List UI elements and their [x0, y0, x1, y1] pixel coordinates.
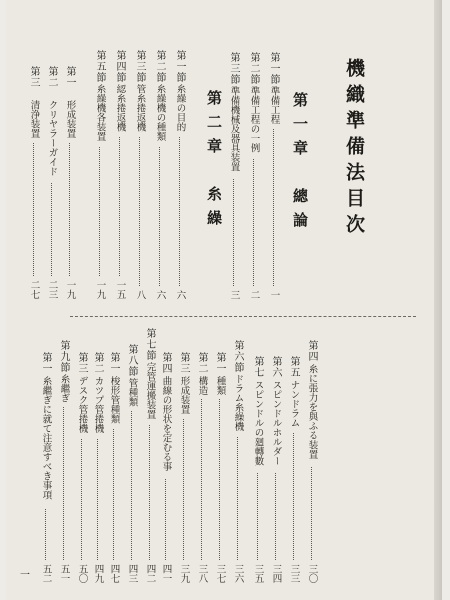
section-number: 第五節 — [94, 50, 105, 83]
entry-title: 準備機械及器具装置 — [228, 86, 240, 172]
entry-title: クリヤラーガイド — [46, 100, 58, 176]
entry-title: 糸繼ぎ — [58, 374, 70, 403]
entry-title: 糸に張力を與ふる装置 — [306, 364, 318, 459]
entry-title: 準備工程の一例 — [248, 86, 260, 153]
leader-dots — [45, 509, 46, 560]
section-number: 第八節 — [126, 344, 137, 377]
entry-title: 曲線の形状を定むる事 — [160, 376, 172, 471]
leader-dots — [139, 137, 140, 286]
entry-title: 種類 — [214, 376, 226, 395]
page-number: 三〇 — [306, 564, 318, 583]
page-number: 三五 — [252, 564, 264, 583]
leader-dots — [81, 439, 82, 560]
entry-title: 管種類 — [126, 378, 138, 407]
leader-dots — [51, 183, 52, 276]
page-number: 二三 — [46, 280, 58, 299]
section-number: 第六節 — [232, 340, 243, 373]
page-number: 六 — [154, 290, 166, 300]
section-number: 第一節 — [268, 52, 279, 85]
leader-dots — [233, 179, 234, 286]
section-number: 第一 — [40, 352, 51, 374]
section-number: 第二節 — [154, 50, 165, 83]
page-number: 三七 — [214, 564, 226, 583]
chapter-1-heading: 第一章 總論 — [291, 92, 309, 236]
entry-title: 糸繼ぎに就て注意すべき事項 — [40, 376, 52, 500]
page-number: 二 — [248, 290, 260, 300]
entry-title: ドラム糸繰機 — [232, 374, 244, 431]
leader-dots — [119, 137, 120, 276]
section-number: 第九節 — [58, 340, 69, 373]
section-number: 第三 — [76, 352, 87, 374]
entry-title: 糸繰機各装置 — [94, 84, 106, 141]
leader-dots — [237, 437, 238, 560]
leader-dots — [131, 411, 132, 560]
page-number: 四一 — [160, 564, 172, 583]
section-number: 第三節 — [228, 52, 239, 85]
section-number: 第六 — [270, 356, 281, 378]
entry-title: スピンドルの廻轉數 — [252, 380, 264, 466]
entry-title: 完管運搬装置 — [144, 362, 156, 419]
entry-title: カツプ管捲機 — [92, 376, 104, 433]
entry-title: スピンドルホルダー — [270, 380, 282, 466]
page-number: 五一 — [58, 564, 70, 583]
leader-dots — [63, 407, 64, 560]
page-number: 三八 — [196, 564, 208, 583]
page-number: 五二 — [40, 564, 52, 583]
section-number: 第二節 — [248, 52, 259, 85]
toc-title: 機織準備法目次 — [343, 58, 365, 240]
leader-dots — [99, 147, 100, 276]
section-number: 第七 — [252, 356, 263, 378]
leader-dots — [33, 143, 34, 276]
page-number: 六 — [174, 290, 186, 300]
entry-title: 形成装置 — [64, 100, 76, 138]
leader-dots — [97, 439, 98, 560]
page-number: 三九 — [178, 564, 190, 583]
section-number: 第二 — [196, 352, 207, 374]
entry-title: 綛糸捲返機 — [114, 84, 126, 132]
page-number: 四七 — [108, 564, 120, 583]
page-number: 五〇 — [76, 564, 88, 583]
leader-dots — [201, 399, 202, 560]
book-page — [6, 0, 442, 600]
page-number: 一九 — [64, 280, 76, 299]
leader-dots — [113, 429, 114, 560]
section-divider — [70, 316, 416, 317]
page-number: 二七 — [28, 280, 40, 299]
leader-dots — [273, 129, 274, 286]
page-number: 八 — [134, 290, 146, 300]
leader-dots — [257, 473, 258, 560]
entry-title: 糸繰の目的 — [174, 84, 186, 132]
section-number: 第四 — [160, 352, 171, 374]
page-number: 一九 — [94, 280, 106, 299]
section-number: 第二 — [46, 66, 57, 88]
entry-title: 糸繰機の種類 — [154, 84, 166, 141]
leader-dots — [253, 159, 254, 286]
leader-dots — [159, 147, 160, 286]
entry-title: 管糸捲返機 — [134, 84, 146, 132]
section-number: 第三節 — [134, 50, 145, 83]
entry-title: 準備工程 — [268, 86, 280, 124]
section-number: 第四 — [306, 340, 317, 362]
section-number: 第三 — [28, 66, 39, 88]
leader-dots — [275, 473, 276, 560]
section-number: 第一 — [64, 66, 75, 88]
page-number: 三六 — [232, 564, 244, 583]
section-number: 第一節 — [174, 50, 185, 83]
page-number: 一 — [268, 290, 280, 300]
page-number: 四三 — [126, 564, 138, 583]
section-number: 第四節 — [114, 50, 125, 83]
page-number: 四九 — [92, 564, 104, 583]
entry-title: 清浄装置 — [28, 100, 40, 138]
leader-dots — [183, 419, 184, 560]
section-number: 第一 — [214, 352, 225, 374]
page-number: 三三 — [288, 564, 300, 583]
leader-dots — [219, 399, 220, 560]
section-number: 第一 — [108, 352, 119, 374]
page-number: 三四 — [270, 564, 282, 583]
leader-dots — [69, 143, 70, 276]
leader-dots — [311, 467, 312, 560]
entry-title: 構造 — [196, 376, 208, 395]
section-number: 第三 — [178, 352, 189, 374]
leader-dots — [165, 479, 166, 560]
entry-title: 形成装置 — [178, 376, 190, 414]
section-number: 第二 — [92, 352, 103, 374]
page-number: 三 — [228, 290, 240, 300]
page-number: 四二 — [144, 564, 156, 583]
page-corner-mark: 一 — [20, 570, 30, 581]
page-binding — [434, 0, 442, 600]
leader-dots — [179, 137, 180, 286]
entry-title: ナンドラム — [288, 380, 300, 428]
chapter-2-heading: 第二章 糸繰 — [205, 90, 223, 234]
page-number: 一五 — [114, 280, 126, 299]
entry-title: デスク管捲機 — [76, 376, 88, 433]
section-number: 第七節 — [144, 328, 155, 361]
leader-dots — [149, 425, 150, 560]
section-number: 第五 — [288, 356, 299, 378]
leader-dots — [293, 433, 294, 560]
entry-title: 梭形管種類 — [108, 376, 120, 424]
